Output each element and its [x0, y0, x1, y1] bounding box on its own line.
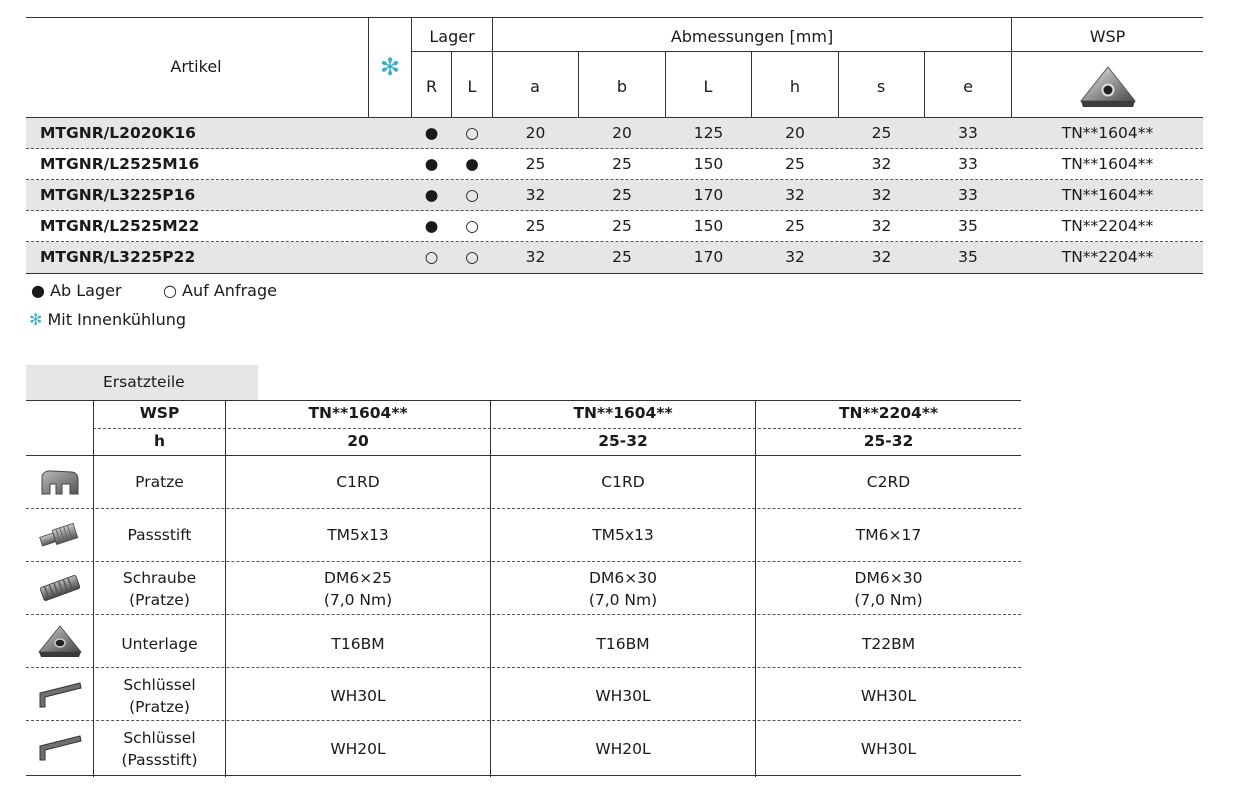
dim-a-cell: 25 [525, 217, 546, 235]
spare-part-value: WH30L [595, 687, 651, 705]
table-row [26, 118, 1203, 149]
h-col-3: 25-32 [863, 432, 914, 450]
stock-r-cell: ● [424, 186, 439, 204]
spare-part-value: T16BM [331, 635, 385, 653]
wsp-col-1: TN**1604** [308, 404, 408, 422]
dim-e-cell: 35 [958, 248, 978, 266]
dim-h-cell: 25 [785, 155, 805, 173]
dim-s-cell: 32 [871, 155, 892, 173]
legend-coolant-text: Mit Innenkühlung [47, 310, 187, 329]
dim-l-cell: 150 [693, 155, 724, 173]
stock-r-cell: ● [424, 155, 439, 173]
header-divider [751, 51, 752, 117]
hex-key-icon [36, 732, 84, 764]
table-row [26, 211, 1203, 242]
dim-h-cell: 20 [785, 124, 805, 142]
dim-l-cell: 170 [693, 248, 724, 266]
spare-part-torque: (7,0 Nm) [854, 591, 923, 609]
dim-l-cell: 125 [693, 124, 724, 142]
table-bottom-rule [26, 273, 1203, 274]
dim-s-header: s [876, 77, 886, 96]
header-divider [924, 51, 925, 117]
stock-r-cell: ○ [424, 248, 439, 266]
article-cell: MTGNR/L2525M22 [40, 217, 200, 235]
spare-part-label-sub: (Passstift) [121, 751, 198, 769]
stock-r-cell: ● [424, 124, 439, 142]
spare-part-value: T22BM [861, 635, 916, 653]
coolant-icon: ✻ [29, 310, 43, 329]
article-cell: MTGNR/L2525M16 [40, 155, 200, 173]
dim-e-header: e [963, 77, 973, 96]
stock-header: Lager [429, 27, 475, 46]
screw-icon [38, 572, 82, 604]
spare-parts-title: Ersatzteile [103, 373, 185, 391]
dim-s-cell: 32 [871, 248, 892, 266]
coolant-icon: ✻ [379, 53, 401, 81]
article-cell: MTGNR/L2020K16 [40, 124, 196, 142]
dim-b-cell: 25 [612, 217, 632, 235]
wsp-col-3: TN**2204** [838, 404, 939, 422]
wsp-cell: TN**2204** [1061, 217, 1154, 235]
dim-s-cell: 25 [871, 124, 892, 142]
stock-l-header: L [467, 77, 477, 96]
dim-b-cell: 25 [612, 155, 632, 173]
spare-part-value: TM6×17 [855, 526, 922, 544]
wsp-label: WSP [139, 404, 180, 422]
header-divider [838, 51, 839, 117]
table-row [26, 242, 1203, 273]
dim-a-cell: 20 [525, 124, 546, 142]
spare-part-label: Schlüssel [123, 676, 196, 694]
spare-top-rule [26, 400, 1021, 401]
spare-part-value: WH20L [595, 740, 651, 758]
dim-s-cell: 32 [871, 217, 892, 235]
spare-part-value: DM6×30 [854, 569, 923, 587]
article-cell: MTGNR/L3225P22 [40, 248, 196, 266]
hex-key-icon [36, 679, 84, 711]
row-divider [93, 428, 1021, 429]
wsp-cell: TN**1604** [1061, 155, 1154, 173]
legend-in-stock: ● Ab Lager [31, 281, 122, 300]
wsp-cell: TN**1604** [1061, 124, 1154, 142]
spare-part-torque: (7,0 Nm) [588, 591, 658, 609]
dowel-pin-icon [38, 521, 82, 549]
dim-h-cell: 32 [785, 248, 805, 266]
spare-part-label: Pratze [135, 473, 184, 491]
dim-h-header: h [789, 77, 801, 96]
table-row [26, 149, 1203, 180]
spare-part-value: TM5x13 [592, 526, 654, 544]
wsp-col-2: TN**1604** [573, 404, 673, 422]
wsp-cell: TN**1604** [1061, 186, 1154, 204]
dim-e-cell: 33 [958, 186, 978, 204]
spare-part-label: Schlüssel [123, 729, 196, 747]
spare-part-label-sub: (Pratze) [129, 591, 190, 609]
spare-header-rule [26, 455, 1021, 456]
row-divider [26, 614, 1021, 615]
dim-b-cell: 20 [612, 124, 632, 142]
spare-part-torque: (7,0 Nm) [323, 591, 393, 609]
h-label: h [153, 432, 166, 450]
dimensions-header: Abmessungen [mm] [670, 27, 834, 46]
spare-part-value: TM5x13 [327, 526, 389, 544]
spare-part-value: DM6×25 [324, 569, 392, 587]
stock-r-cell: ● [424, 217, 439, 235]
row-divider [26, 508, 1021, 509]
h-col-1: 20 [347, 432, 369, 450]
table-top-rule [26, 17, 1203, 18]
dim-a-header: a [530, 77, 540, 96]
spare-part-value: WH30L [860, 740, 917, 758]
clamp-icon [38, 468, 80, 498]
shim-icon [37, 624, 83, 660]
spare-part-value: WH30L [860, 687, 917, 705]
stock-l-cell: ○ [465, 124, 479, 142]
legend-on-request: ○ Auf Anfrage [163, 281, 277, 300]
stock-l-cell: ○ [465, 186, 479, 204]
dim-e-cell: 33 [958, 155, 978, 173]
dim-l-header: L [703, 77, 713, 96]
spare-part-value: C1RD [601, 473, 645, 491]
dim-e-cell: 33 [958, 124, 978, 142]
dim-h-cell: 25 [785, 217, 805, 235]
spare-part-value: WH30L [330, 687, 386, 705]
wsp-header: WSP [1089, 27, 1126, 46]
dim-b-cell: 25 [612, 186, 632, 204]
row-divider [26, 667, 1021, 668]
spare-part-label: Schraube [122, 569, 197, 587]
spare-parts-table [26, 400, 1021, 777]
row-divider [26, 720, 1021, 721]
spare-part-value: T16BM [596, 635, 650, 653]
wsp-cell: TN**2204** [1061, 248, 1154, 266]
stock-r-header: R [425, 77, 438, 96]
spare-part-value: C1RD [336, 473, 380, 491]
spare-parts-tab [26, 365, 258, 400]
spare-part-value: WH20L [330, 740, 386, 758]
header-divider [578, 51, 579, 117]
dim-a-cell: 25 [525, 155, 546, 173]
dim-e-cell: 35 [958, 217, 978, 235]
spare-part-label-sub: (Pratze) [129, 698, 190, 716]
spare-part-label: Unterlage [121, 635, 198, 653]
spare-part-value: DM6×30 [589, 569, 657, 587]
stock-l-cell: ● [465, 155, 479, 173]
spare-bottom-rule [26, 775, 1021, 776]
dim-s-cell: 32 [871, 186, 892, 204]
dim-a-cell: 32 [525, 186, 546, 204]
header-divider [665, 51, 666, 117]
dim-b-cell: 25 [612, 248, 632, 266]
dim-a-cell: 32 [525, 248, 546, 266]
header-sub-rule [411, 51, 1203, 52]
row-divider [26, 561, 1021, 562]
dim-l-cell: 150 [693, 217, 724, 235]
spare-part-value: C2RD [866, 473, 911, 491]
insert-icon [1079, 65, 1137, 109]
stock-l-cell: ○ [465, 248, 479, 266]
dim-b-header: b [616, 77, 628, 96]
h-col-2: 25-32 [598, 432, 648, 450]
dim-l-cell: 170 [693, 186, 724, 204]
table-row [26, 180, 1203, 211]
stock-l-cell: ○ [465, 217, 479, 235]
article-header: Artikel [170, 57, 222, 76]
dim-h-cell: 32 [785, 186, 805, 204]
article-cell: MTGNR/L3225P16 [40, 186, 196, 204]
spare-part-label: Passstift [127, 526, 192, 544]
legend-coolant [29, 310, 186, 329]
